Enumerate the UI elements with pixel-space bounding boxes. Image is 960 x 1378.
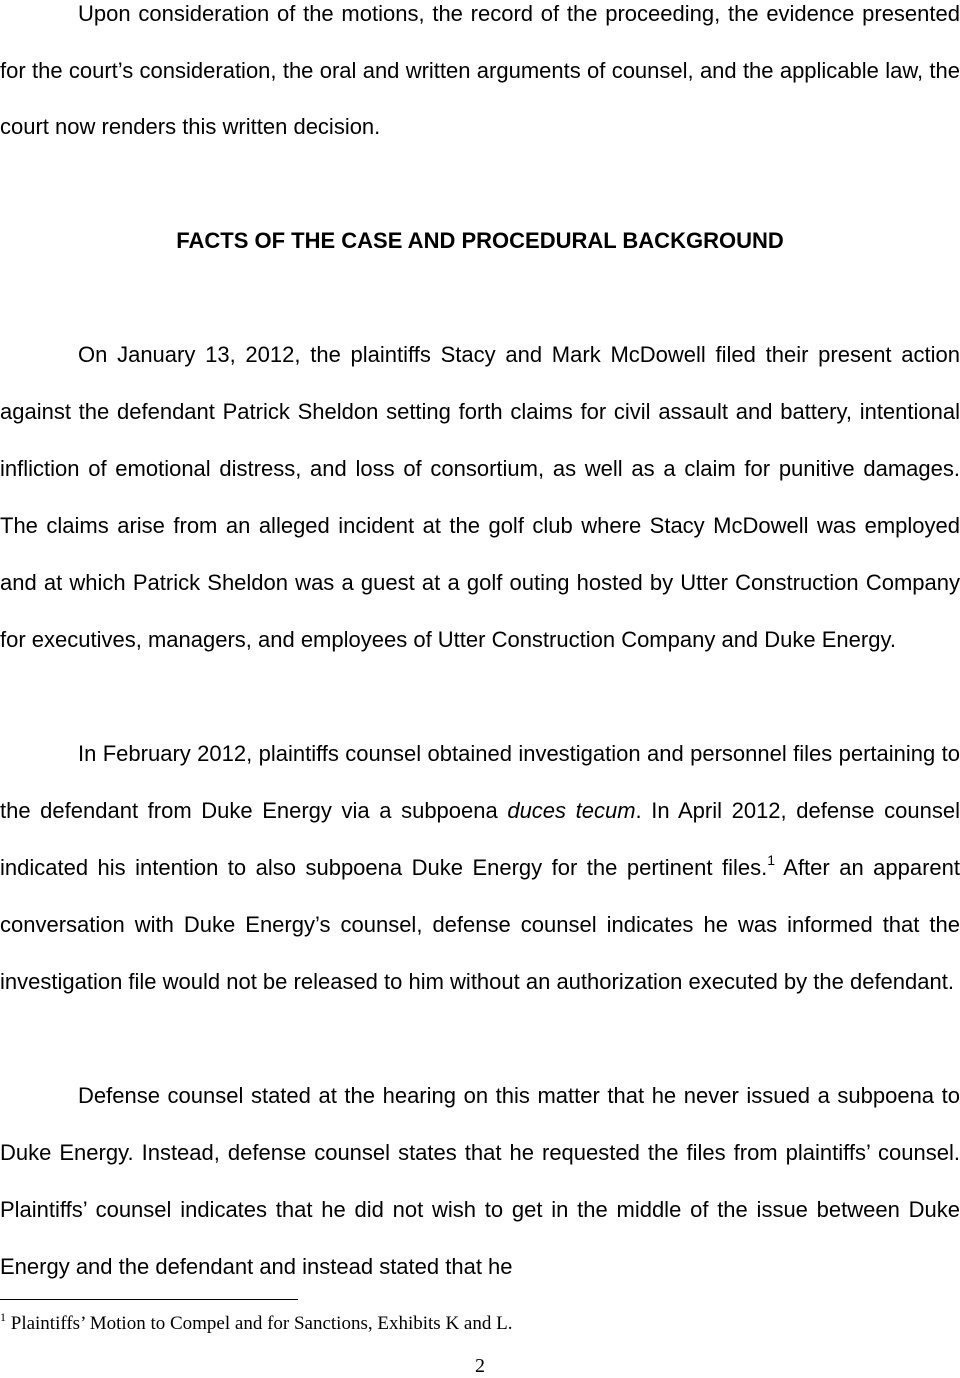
section-heading: FACTS OF THE CASE AND PROCEDURAL BACKGROUND <box>176 228 784 253</box>
footnote-text: Plaintiffs’ Motion to Compel and for Sanctions, Exhibits K and L. <box>6 1313 513 1334</box>
footnote-reference: 1 <box>767 852 775 868</box>
subpoena-paragraph-text-1: In February 2012, plaintiffs counsel obtained investigation and personnel files pertaining to the defendant from Duke Energy via a subpoena <box>0 741 960 823</box>
subpoena-paragraph-text-2: . In April 2012, defense counsel indicated his intention to also subpoena Duke Energy for the pertinent files. <box>0 798 960 880</box>
intro-paragraph: Upon consideration of the motions, the record of the proceeding, the evidence presented for the court’s consideration, the oral and written arguments of counsel, and the applicable law, the court now renders this written decision. <box>0 1 960 139</box>
facts-paragraph: On January 13, 2012, the plaintiffs Stacy and Mark McDowell filed their present action against the defendant Patrick Sheldon setting forth claims for civil assault and battery, intentional infliction of emotional distress, and loss of consortium, as well as a claim for punitive damages. The claims arise from an alleged incident at the golf club where Stacy McDowell was employed and at which Patrick Sheldon was a guest at a golf outing hosted by Utter Construction Company for executives, managers, and employees of Utter Construction Company and Duke Energy. <box>0 342 960 652</box>
hearing-paragraph: Defense counsel stated at the hearing on this matter that he never issued a subpoena to Duke Energy. Instead, defense counsel states that he requested the files from plaintiffs’ counsel. Plaintiffs’ counsel indicates that he did not wish to get in the middle of the issue between Duke Energy and the defendant and instead stated that he <box>0 1083 960 1279</box>
page-number: 2 <box>475 1355 485 1377</box>
footnote <box>0 1311 512 1337</box>
subpoena-paragraph-text-3: After an apparent conversation with Duke Energy’s counsel, defense counsel indicates he was informed that the investigation file would not be released to him without an authorization executed by the defendant. <box>0 855 960 994</box>
footnote-number: 1 <box>0 1310 6 1324</box>
subpoena-paragraph <box>0 725 960 1010</box>
footnote-divider <box>0 1299 298 1300</box>
duces-tecum-italic: duces tecum <box>507 798 636 823</box>
